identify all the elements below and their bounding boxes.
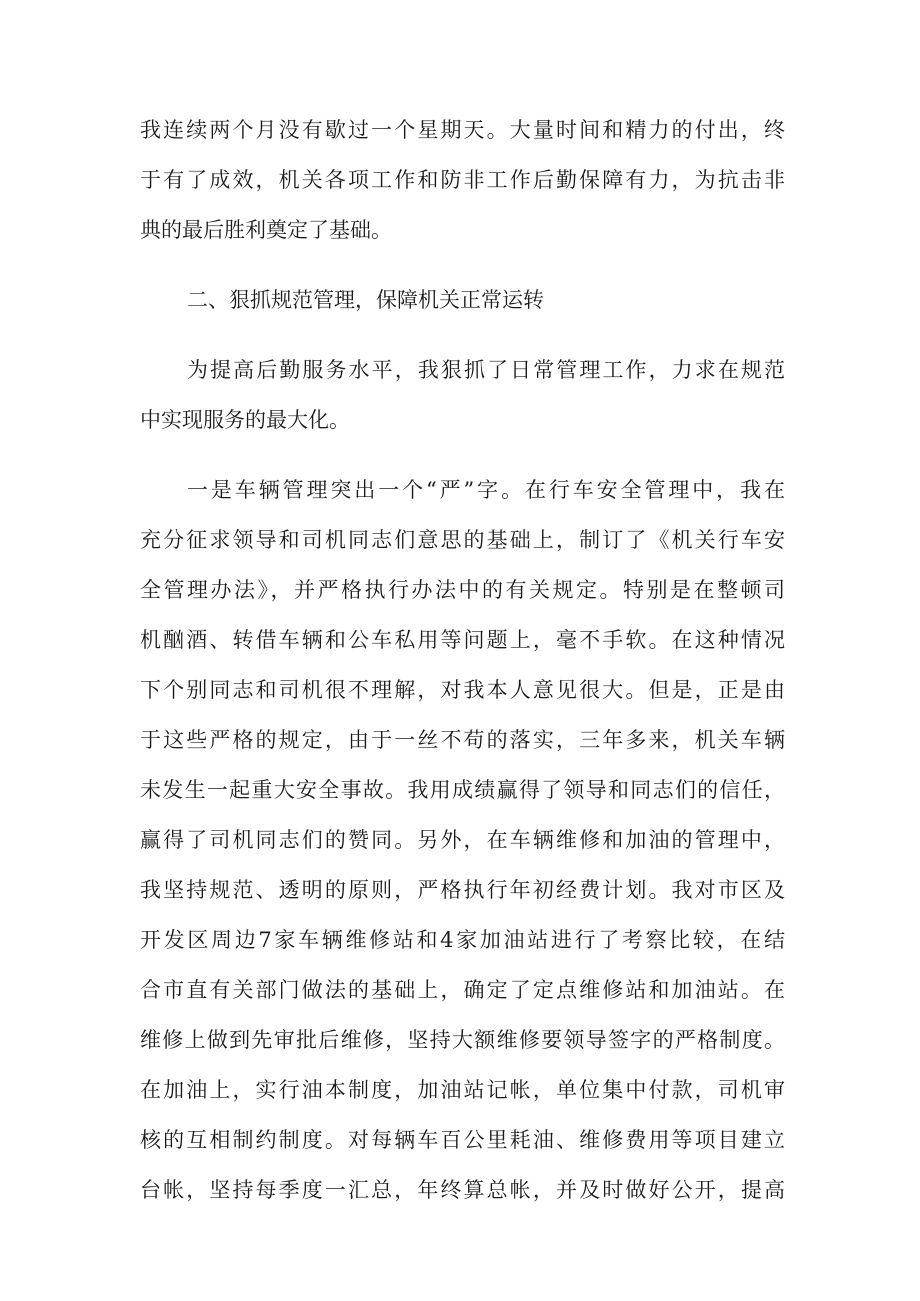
text-line: 未发生一起重大安全事故。我用成绩赢得了领导和同志们的信任， <box>140 778 785 802</box>
text-line: 全管理办法》，并严格执行办法中的有关规定。特别是在整顿司 <box>140 578 785 602</box>
text-line: 维修上做到先审批后维修，坚持大额维修要领导签字的严格制度。 <box>140 1028 785 1052</box>
text-line: 开发区周边7家车辆维修站和4家加油站进行了考察比较，在结 <box>140 928 785 952</box>
text-line: 赢得了司机同志们的赞同。另外，在车辆维修和加油的管理中， <box>140 828 785 852</box>
section-heading: 二、狠抓规范管理，保障机关正常运转 <box>187 288 544 312</box>
text-line: 典的最后胜利奠定了基础。 <box>140 218 392 242</box>
text-line: 于这些严格的规定，由于一丝不苟的落实，三年多来，机关车辆 <box>140 728 785 752</box>
text-line: 核的互相制约制度。对每辆车百公里耗油、维修费用等项目建立 <box>140 1128 785 1152</box>
text-line: 下个别同志和司机很不理解，对我本人意见很大。但是，正是由 <box>140 678 785 702</box>
text-line: 我连续两个月没有歇过一个星期天。大量时间和精力的付出，终 <box>140 118 785 142</box>
text-line: 为提高后勤服务水平，我狠抓了日常管理工作，力求在规范 <box>187 358 785 382</box>
text-line: 充分征求领导和司机同志们意思的基础上，制订了《机关行车安 <box>140 528 785 552</box>
text-line: 在加油上，实行油本制度，加油站记帐，单位集中付款，司机审 <box>140 1078 785 1102</box>
text-line: 机酗酒、转借车辆和公车私用等问题上，毫不手软。在这种情况 <box>140 628 785 652</box>
text-line: 一是车辆管理突出一个“严”字。在行车安全管理中，我在 <box>187 478 785 502</box>
text-line: 台帐，坚持每季度一汇总，年终算总帐，并及时做好公开，提高 <box>140 1178 785 1202</box>
text-line: 于有了成效，机关各项工作和防非工作后勤保障有力，为抗击非 <box>140 168 785 192</box>
text-line: 我坚持规范、透明的原则，严格执行年初经费计划。我对市区及 <box>140 878 785 902</box>
text-line: 中实现服务的最大化。 <box>140 408 350 432</box>
text-line: 合市直有关部门做法的基础上，确定了定点维修站和加油站。在 <box>140 978 785 1002</box>
